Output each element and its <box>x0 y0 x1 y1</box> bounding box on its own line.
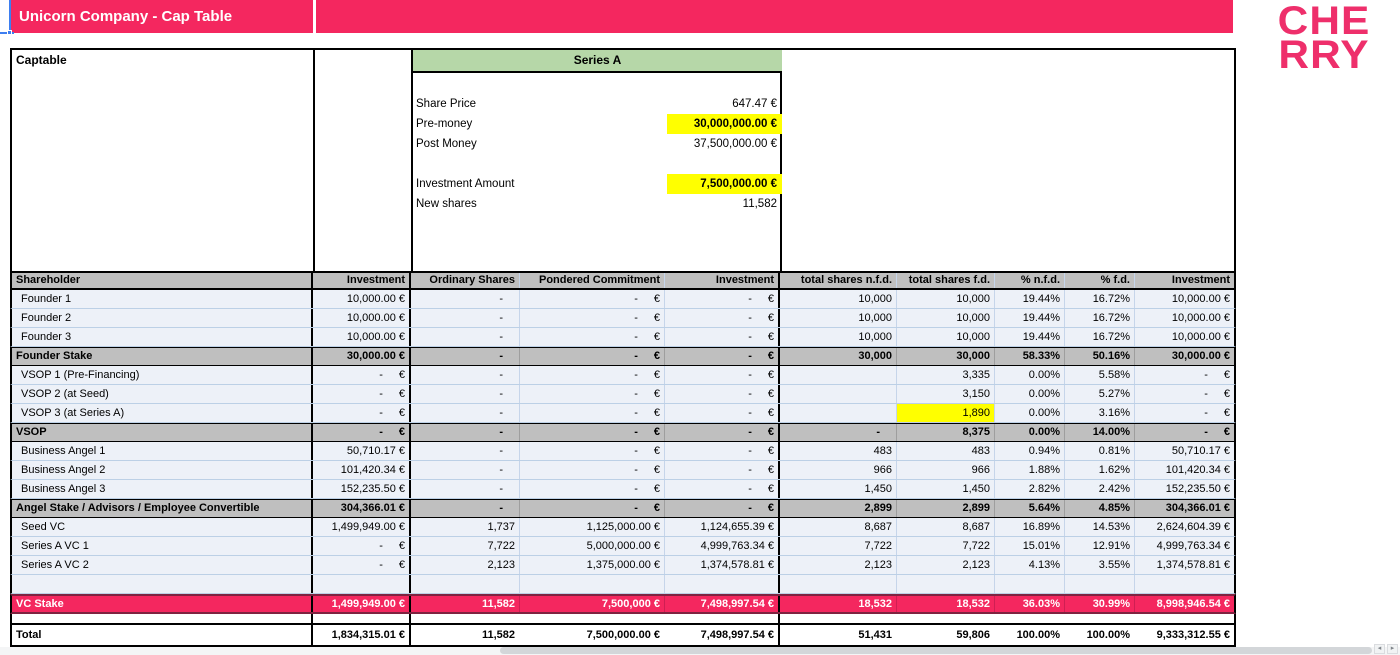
column-header[interactable]: total shares n.f.d. <box>780 273 897 288</box>
table-cell[interactable]: 8,375 <box>897 424 995 441</box>
table-cell[interactable]: 18,532 <box>897 596 995 612</box>
table-cell[interactable]: 2.42% <box>1065 480 1135 498</box>
table-cell[interactable] <box>411 575 520 593</box>
table-cell[interactable]: 2,123 <box>897 556 995 574</box>
selection-handle <box>7 30 12 35</box>
table-cell[interactable] <box>665 614 780 623</box>
column-divider <box>313 0 316 33</box>
table-cell[interactable]: 10,000 <box>780 290 897 308</box>
table-cell[interactable]: Business Angel 3 <box>12 480 313 498</box>
table-cell[interactable]: VSOP 2 (at Seed) <box>12 385 313 403</box>
table-cell[interactable]: - € <box>520 500 665 517</box>
table-cell[interactable]: 4.85% <box>1065 500 1135 517</box>
table-cell[interactable]: Total <box>12 625 313 645</box>
table-cell[interactable]: - € <box>520 424 665 441</box>
table-cell[interactable]: - € <box>665 480 780 498</box>
table-cell[interactable]: 304,366.01 € <box>1165 502 1230 514</box>
cherry-logo-line2: RRY <box>1278 33 1370 77</box>
table-cell[interactable]: 2,899 <box>897 500 995 517</box>
page-title: Unicorn Company - Cap Table <box>19 8 233 25</box>
table-cell[interactable]: Founder Stake <box>12 348 313 365</box>
table-cell[interactable]: - € <box>665 290 780 308</box>
table-cell[interactable]: 7,722 <box>411 537 520 555</box>
column-header[interactable]: Investment <box>1171 274 1230 286</box>
table-cell[interactable]: 1,890 <box>897 404 995 422</box>
table-cell[interactable]: - € <box>665 366 780 384</box>
table-cell[interactable]: 101,420.34 € <box>1165 463 1230 476</box>
table-cell[interactable]: - € <box>313 404 411 422</box>
table-cell[interactable] <box>12 614 313 623</box>
column-header[interactable]: % n.f.d. <box>995 273 1065 288</box>
table-cell[interactable]: - € <box>520 461 665 479</box>
table-cell[interactable]: 7,500,000.00 € <box>586 628 660 641</box>
table-cell[interactable]: 10,000 <box>897 290 995 308</box>
table-cell[interactable]: - <box>780 424 897 441</box>
scroll-left-icon[interactable]: ◂ <box>1374 644 1385 654</box>
table-cell[interactable]: 3.55% <box>1065 556 1135 574</box>
table-cell[interactable]: - € <box>520 385 665 403</box>
column-header[interactable]: % f.d. <box>1065 273 1135 288</box>
horizontal-scrollbar-thumb[interactable] <box>500 647 1372 654</box>
table-row <box>10 442 1236 461</box>
table-cell[interactable]: 11,582 <box>481 628 515 641</box>
table-cell[interactable]: 16.72% <box>1065 328 1135 346</box>
table-cell[interactable]: - € <box>520 442 665 460</box>
table-cell[interactable]: - € <box>1204 387 1230 400</box>
table-row <box>10 575 1236 594</box>
column-header[interactable]: Ordinary Shares <box>411 273 520 288</box>
table-row <box>10 366 1236 385</box>
table-cell[interactable] <box>780 614 897 623</box>
series-a-row-value[interactable]: 37,500,000.00 € <box>693 138 777 150</box>
table-cell[interactable]: 30.99% <box>1065 596 1135 612</box>
series-a-panel <box>413 50 782 271</box>
table-cell[interactable]: - € <box>1204 406 1230 419</box>
table-cell[interactable]: - € <box>665 385 780 403</box>
table-cell[interactable]: 51,431 <box>858 628 892 641</box>
table-cell[interactable]: Founder 3 <box>12 328 313 346</box>
table-cell[interactable]: 8,998,946.54 € <box>1156 597 1230 610</box>
table-cell[interactable]: - € <box>665 461 780 479</box>
table-cell[interactable]: 7,498,997.54 € <box>665 625 780 645</box>
table-cell[interactable]: 152,235.50 € <box>313 480 411 498</box>
table-cell[interactable]: 5.58% <box>1065 366 1135 384</box>
table-cell[interactable]: 7,498,997.54 € <box>665 596 780 612</box>
table-cell[interactable] <box>411 614 520 623</box>
table-cell[interactable]: 966 <box>780 461 897 479</box>
table-cell[interactable] <box>995 614 1065 623</box>
table-cell[interactable]: 10,000.00 € <box>313 328 411 346</box>
table-cell[interactable]: 3.16% <box>1065 404 1135 422</box>
table-cell[interactable]: 16.89% <box>995 518 1065 536</box>
table-cell[interactable]: 14.00% <box>1065 424 1135 441</box>
table-cell[interactable]: 966 <box>897 461 995 479</box>
scroll-right-icon[interactable]: ▸ <box>1387 644 1398 654</box>
table-cell[interactable]: 7,722 <box>780 537 897 555</box>
table-cell[interactable]: - € <box>520 480 665 498</box>
table-cell[interactable]: 1,450 <box>780 480 897 498</box>
table-cell[interactable] <box>780 575 897 593</box>
table-cell[interactable]: 10,000.00 € <box>1171 311 1230 324</box>
table-cell[interactable]: 10,000 <box>897 309 995 327</box>
table-row <box>10 404 1236 423</box>
series-a-rows <box>413 94 782 214</box>
table-cell[interactable] <box>665 575 780 593</box>
table-cell[interactable]: Series A VC 1 <box>12 537 313 555</box>
table-cell[interactable]: - <box>411 442 520 460</box>
series-a-row-value[interactable]: 30,000,000.00 € <box>667 114 782 134</box>
table-cell[interactable]: 0.00% <box>995 385 1065 403</box>
table-cell[interactable]: 152,235.50 € <box>1165 482 1230 495</box>
table-cell[interactable]: 1,737 <box>411 518 520 536</box>
series-a-row-label[interactable]: Investment Amount <box>416 178 515 190</box>
table-cell[interactable]: - € <box>313 385 411 403</box>
table-cell[interactable] <box>520 614 665 623</box>
series-a-row-value[interactable]: 7,500,000.00 € <box>667 174 782 194</box>
table-cell[interactable]: - € <box>313 556 411 574</box>
table-cell[interactable]: 1,125,000.00 € <box>520 518 665 536</box>
series-a-row <box>413 134 782 154</box>
table-cell[interactable]: 7,500,000 € <box>520 596 665 612</box>
table-cell[interactable]: - <box>411 290 520 308</box>
cap-table <box>10 271 1236 647</box>
table-cell[interactable]: 50,710.17 € <box>1171 444 1230 457</box>
table-cell[interactable]: 483 <box>897 442 995 460</box>
series-a-row <box>413 114 782 134</box>
table-cell[interactable]: 7,722 <box>897 537 995 555</box>
table-cell[interactable]: 19.44% <box>995 290 1065 308</box>
sub-row <box>10 347 1236 366</box>
table-cell[interactable]: 483 <box>780 442 897 460</box>
table-cell[interactable]: Founder 2 <box>12 309 313 327</box>
column-border <box>313 50 315 271</box>
table-cell[interactable]: - € <box>665 348 780 365</box>
table-cell[interactable]: - € <box>313 424 411 441</box>
table-cell[interactable]: 58.33% <box>995 348 1065 365</box>
table-cell[interactable]: 0.00% <box>995 404 1065 422</box>
cherry-logo <box>1258 0 1389 77</box>
table-cell[interactable]: VSOP 1 (Pre-Financing) <box>12 366 313 384</box>
table-cell[interactable]: 50,710.17 € <box>313 442 411 460</box>
table-cell[interactable]: - <box>411 424 520 441</box>
table-cell[interactable]: 10,000 <box>780 328 897 346</box>
table-cell[interactable]: 16.72% <box>1065 290 1135 308</box>
table-cell[interactable]: 30,000.00 € <box>313 348 411 365</box>
table-row <box>10 461 1236 480</box>
series-a-row <box>413 94 782 114</box>
captable-label: Captable <box>16 53 67 67</box>
table-cell[interactable]: 2.82% <box>995 480 1065 498</box>
table-cell[interactable]: 1,124,655.39 € <box>665 518 780 536</box>
table-cell[interactable]: 30,000.00 € <box>1171 350 1230 362</box>
table-cell[interactable] <box>313 614 411 623</box>
vc-row <box>10 594 1236 614</box>
table-cell[interactable]: 1,499,949.00 € <box>313 518 411 536</box>
table-row <box>10 480 1236 499</box>
table-cell[interactable] <box>1135 614 1234 623</box>
table-cell[interactable]: - € <box>665 500 780 517</box>
series-a-row-value[interactable]: 647.47 € <box>732 98 777 110</box>
table-cell[interactable]: 3,150 <box>897 385 995 403</box>
table-cell[interactable]: 4.13% <box>995 556 1065 574</box>
table-cell[interactable]: 2,123 <box>780 556 897 574</box>
column-header[interactable]: Pondered Commitment <box>520 273 665 288</box>
table-cell[interactable] <box>1065 575 1135 593</box>
table-cell[interactable]: Business Angel 2 <box>12 461 313 479</box>
table-cell[interactable]: 2,123 <box>411 556 520 574</box>
table-cell[interactable]: - <box>411 366 520 384</box>
table-cell[interactable] <box>780 366 897 384</box>
table-cell[interactable]: 1,499,949.00 € <box>313 596 411 612</box>
series-a-row-label[interactable]: Share Price <box>416 98 477 110</box>
spacer-row <box>10 614 1236 623</box>
table-cell[interactable]: - <box>411 328 520 346</box>
table-cell[interactable]: 9,333,312.55 € <box>1156 628 1230 641</box>
table-cell[interactable]: 10,000.00 € <box>313 309 411 327</box>
table-cell[interactable]: Founder 1 <box>12 290 313 308</box>
series-a-row-value[interactable]: 11,582 <box>742 198 777 210</box>
table-header-row <box>10 271 1236 290</box>
table-cell[interactable]: - <box>411 385 520 403</box>
table-cell[interactable]: - € <box>1204 426 1230 438</box>
table-cell[interactable]: 8,687 <box>780 518 897 536</box>
series-a-row <box>413 194 782 214</box>
table-cell[interactable]: - € <box>665 442 780 460</box>
table-cell[interactable]: 59,806 <box>956 628 990 641</box>
table-cell[interactable]: 50.16% <box>1065 348 1135 365</box>
table-cell[interactable]: Business Angel 1 <box>12 442 313 460</box>
table-cell[interactable]: VSOP 3 (at Series A) <box>12 404 313 422</box>
series-a-header: Series A <box>413 50 782 73</box>
table-cell[interactable]: 30,000 <box>780 348 897 365</box>
table-cell[interactable]: - € <box>665 309 780 327</box>
table-cell[interactable]: 1.88% <box>995 461 1065 479</box>
table-cell[interactable]: Series A VC 2 <box>12 556 313 574</box>
table-cell[interactable]: - <box>411 348 520 365</box>
table-cell[interactable]: 100.00% <box>1086 628 1130 641</box>
table-cell[interactable]: 1,374,578.81 € <box>665 556 780 574</box>
column-header[interactable]: Investment <box>313 273 411 288</box>
table-cell[interactable]: - <box>411 309 520 327</box>
table-row <box>10 290 1236 309</box>
table-cell[interactable]: - € <box>313 366 411 384</box>
table-cell[interactable]: 2,624,604.39 € <box>1156 520 1230 533</box>
table-cell[interactable]: 15.01% <box>995 537 1065 555</box>
series-a-row-label[interactable]: New shares <box>416 198 477 210</box>
table-cell[interactable] <box>1135 575 1234 593</box>
table-row <box>10 328 1236 347</box>
table-cell[interactable]: 36.03% <box>995 596 1065 612</box>
column-header[interactable]: Investment <box>665 273 780 288</box>
top-section <box>10 48 1236 271</box>
table-cell[interactable]: 304,366.01 € <box>313 500 411 517</box>
table-cell[interactable]: Angel Stake / Advisors / Employee Convertible <box>12 500 313 517</box>
table-cell[interactable] <box>897 575 995 593</box>
table-row <box>10 518 1236 537</box>
table-cell[interactable]: 3,335 <box>897 366 995 384</box>
table-cell[interactable] <box>780 404 897 422</box>
table-cell[interactable]: 8,687 <box>897 518 995 536</box>
table-cell[interactable]: 101,420.34 € <box>313 461 411 479</box>
table-cell[interactable]: 11,582 <box>411 596 520 612</box>
table-cell[interactable]: - € <box>520 404 665 422</box>
table-cell[interactable]: 0.00% <box>995 366 1065 384</box>
total-row <box>10 623 1236 647</box>
sub-row <box>10 499 1236 518</box>
table-cell[interactable]: 4,999,763.34 € <box>665 537 780 555</box>
table-cell[interactable]: - € <box>520 366 665 384</box>
series-a-row-label[interactable]: Post Money <box>416 138 477 150</box>
table-cell[interactable]: 1.62% <box>1065 461 1135 479</box>
table-cell[interactable] <box>12 575 313 593</box>
table-cell[interactable] <box>520 575 665 593</box>
table-cell[interactable]: - € <box>520 348 665 365</box>
table-cell[interactable]: 2,899 <box>780 500 897 517</box>
cherry-logo-line1: CHE <box>1277 0 1371 43</box>
table-cell[interactable]: - <box>411 500 520 517</box>
table-cell[interactable]: 30,000 <box>897 348 995 365</box>
table-cell[interactable] <box>780 385 897 403</box>
table-cell[interactable]: - € <box>1204 368 1230 381</box>
table-cell[interactable]: 100.00% <box>1016 628 1060 641</box>
selection-border-vertical <box>9 0 11 33</box>
table-cell[interactable]: 10,000.00 € <box>1171 292 1230 305</box>
table-row <box>10 385 1236 404</box>
series-a-row-label[interactable]: Pre-money <box>416 118 473 130</box>
table-cell[interactable]: 0.00% <box>995 424 1065 441</box>
table-row <box>10 537 1236 556</box>
table-cell[interactable]: VC Stake <box>12 596 313 612</box>
table-cell[interactable]: 16.72% <box>1065 309 1135 327</box>
table-cell[interactable]: 18,532 <box>780 596 897 612</box>
sub-row <box>10 423 1236 442</box>
table-cell[interactable]: VSOP <box>12 424 313 441</box>
table-cell[interactable]: - € <box>665 328 780 346</box>
table-cell[interactable] <box>313 575 411 593</box>
table-cell[interactable]: 4,999,763.34 € <box>1156 539 1230 552</box>
table-cell[interactable]: 10,000.00 € <box>313 290 411 308</box>
table-cell[interactable]: 14.53% <box>1065 518 1135 536</box>
table-cell[interactable]: 10,000 <box>897 328 995 346</box>
table-cell[interactable]: 19.44% <box>995 328 1065 346</box>
table-cell[interactable]: 1,375,000.00 € <box>520 556 665 574</box>
table-cell[interactable]: - € <box>313 537 411 555</box>
table-cell[interactable]: - € <box>665 404 780 422</box>
table-cell[interactable] <box>995 575 1065 593</box>
series-a-row <box>413 174 782 194</box>
table-cell[interactable]: 10,000 <box>780 309 897 327</box>
table-cell[interactable]: 10,000.00 € <box>1171 330 1230 343</box>
table-cell[interactable]: - € <box>520 290 665 308</box>
table-cell[interactable]: 5.27% <box>1065 385 1135 403</box>
table-cell[interactable]: 19.44% <box>995 309 1065 327</box>
table-cell[interactable]: - <box>411 480 520 498</box>
table-cell[interactable]: - <box>411 461 520 479</box>
table-cell[interactable] <box>897 614 995 623</box>
column-header[interactable]: total shares f.d. <box>897 273 995 288</box>
table-cell[interactable]: Seed VC <box>12 518 313 536</box>
table-cell[interactable]: 1,374,578.81 € <box>1156 558 1230 571</box>
table-cell[interactable]: - € <box>665 424 780 441</box>
table-cell[interactable]: 12.91% <box>1065 537 1135 555</box>
table-cell[interactable] <box>1065 614 1135 623</box>
table-cell[interactable]: - € <box>520 309 665 327</box>
table-cell[interactable]: - € <box>520 328 665 346</box>
table-cell[interactable]: 0.81% <box>1065 442 1135 460</box>
table-cell[interactable]: 1,834,315.01 € <box>313 625 411 645</box>
table-cell[interactable]: - <box>411 404 520 422</box>
table-cell[interactable]: 5,000,000.00 € <box>520 537 665 555</box>
table-row <box>10 556 1236 575</box>
table-cell[interactable]: 0.94% <box>995 442 1065 460</box>
column-header[interactable]: Shareholder <box>12 273 313 288</box>
table-cell[interactable]: 1,450 <box>897 480 995 498</box>
table-cell[interactable]: 5.64% <box>995 500 1065 517</box>
table-row <box>10 309 1236 328</box>
title-banner[interactable] <box>10 0 1233 33</box>
